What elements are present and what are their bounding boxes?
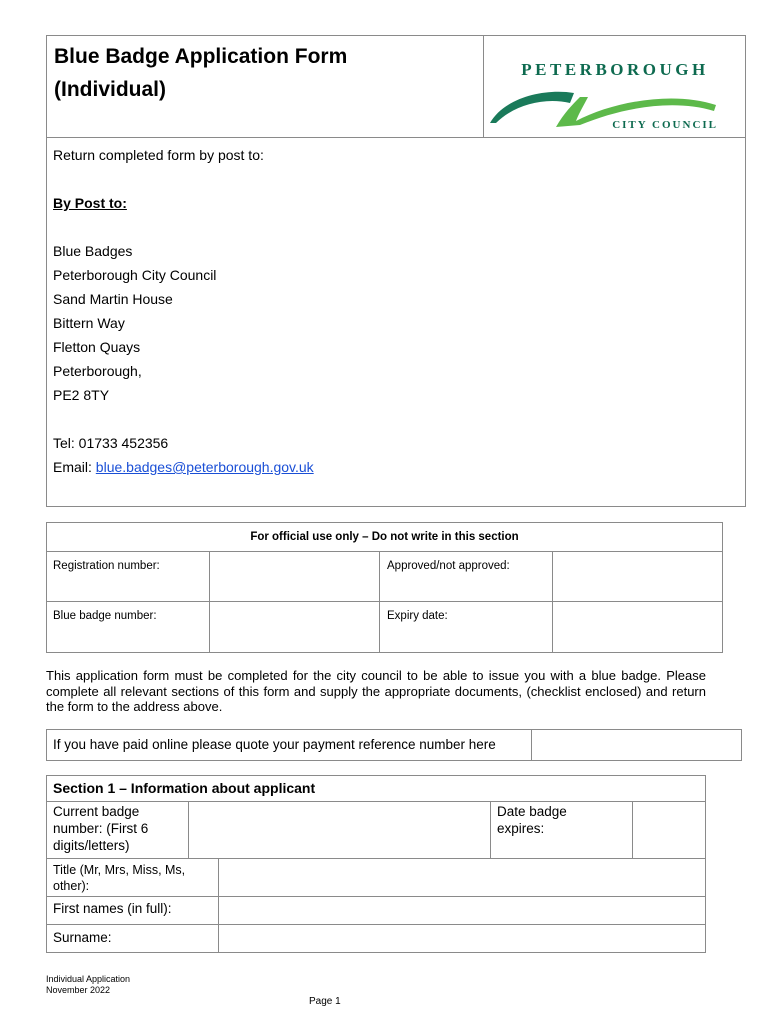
expiry-date-label: Expiry date: <box>380 602 553 653</box>
surname-label: Surname: <box>53 930 112 945</box>
approved-field[interactable] <box>553 552 723 602</box>
payment-reference-label: If you have paid online please quote your payment reference number here <box>53 737 496 752</box>
section1-heading: Section 1 – Information about applicant <box>53 780 316 796</box>
address-line: Fletton Quays <box>53 339 141 355</box>
page-number: Page 1 <box>309 996 341 1007</box>
telephone: Tel: 01733 452356 <box>53 435 169 451</box>
title-cell <box>46 35 484 138</box>
date-expires-field[interactable] <box>632 801 706 858</box>
address-line: PE2 8TY <box>53 387 110 403</box>
form-title: Blue Badge Application Form <box>54 45 348 68</box>
by-post-heading: By Post to: <box>53 195 127 211</box>
logo-text-top: PETERBOROUGH <box>521 60 709 79</box>
surname-field[interactable] <box>219 925 705 952</box>
email-label: Email: <box>53 459 96 475</box>
footer-doc-date: November 2022 <box>46 985 111 995</box>
registration-number-label: Registration number: <box>46 552 210 602</box>
title-label: Title (Mr, Mrs, Miss, Ms, other): <box>53 863 186 893</box>
address-line: Peterborough City Council <box>53 267 217 283</box>
date-expires-label: Date badge expires: <box>497 804 567 836</box>
badge-number-label: Blue badge number: <box>46 602 210 653</box>
first-names-field[interactable] <box>219 897 705 924</box>
first-names-label: First names (in full): <box>53 901 172 916</box>
footer-doc-name: Individual Application <box>46 974 131 984</box>
council-logo <box>484 35 746 138</box>
logo-text-bottom: CITY COUNCIL <box>612 119 718 131</box>
approved-label: Approved/not approved: <box>380 552 553 602</box>
expiry-date-field[interactable] <box>553 602 723 653</box>
email-link[interactable]: blue.badges@peterborough.gov.uk <box>95 459 314 475</box>
official-use-heading: For official use only – Do not write in this section <box>46 522 723 552</box>
form-subtitle: (Individual) <box>54 78 166 101</box>
instructions-paragraph: This application form must be completed for the city council to be able to issue you with a blue badge. Please complete all relevant sections of this form and supply the appropriate documents, (checklist enclosed) and return the form to the address above. <box>46 668 706 714</box>
registration-number-field[interactable] <box>210 552 380 602</box>
current-badge-label: Current badge number: (First 6 digits/letters) <box>53 804 149 853</box>
address-line: Sand Martin House <box>53 291 173 307</box>
address-line: Peterborough, <box>53 363 142 379</box>
address-line: Bittern Way <box>53 315 125 331</box>
email-row <box>53 455 314 479</box>
current-badge-field[interactable] <box>188 801 491 858</box>
address-line: Blue Badges <box>53 243 133 259</box>
payment-reference-field[interactable] <box>531 729 742 761</box>
badge-number-field[interactable] <box>210 602 380 653</box>
return-instructions: Return completed form by post to: <box>53 147 264 163</box>
